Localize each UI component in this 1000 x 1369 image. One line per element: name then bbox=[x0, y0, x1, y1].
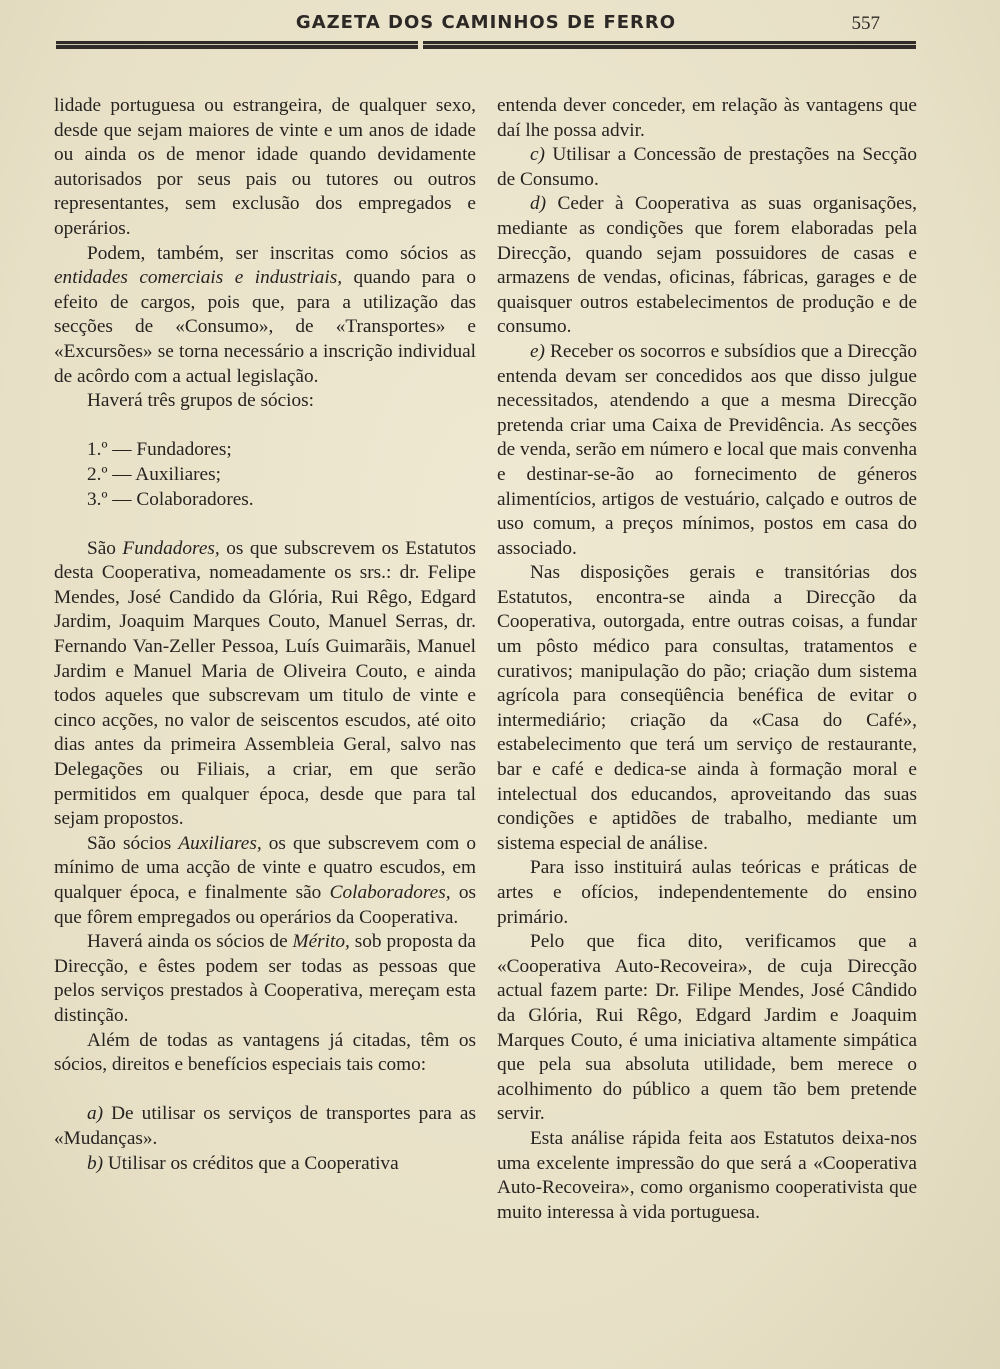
benefit-item-d: d) Ceder à Cooperativa as suas organisações, mediante as condições que forem elaboradas pela Direcção, quando sejam possuidores de casas e armazens de vendas, oficinas, fábricas, garages e de quaisquer outros estabelecimentos de produção e de consumo. bbox=[497, 193, 917, 338]
paragraph-continued: lidade portuguesa ou estrangeira, de qualquer sexo, desde que sejam maiores de vinte e um anos de idade ou ainda os de menor idade quando devidamente autorisados por seus pais ou tutores ou outros representantes, sem exclusão dos empregados e operários. bbox=[54, 95, 476, 239]
right-column bbox=[497, 94, 917, 1225]
paragraph-general-provisions: Nas disposições gerais e transitórias dos Estatutos, encontra-se ainda a Direcção da Cooperativa, outorgada, entre outras coisas, a fundar um pôsto médico para consultas, tratamentos e curativos; manipulação do pão; criação dum sistema agrícola para conseqüência benéfica de evitar o intermediário; criação da «Casa do Café», estabelecimento que terá um serviço de restaurante, bar e café e dedica-se ainda à formação moral e intelectual dos educandos, aproveitando das suas condições e aptidões de trabalho, mediante um sistema especial de análise. bbox=[497, 562, 917, 854]
benefit-item-a: a) De utilisar os serviços de transportes para as «Mudanças». bbox=[54, 1103, 476, 1149]
paragraph-entities: Podem, também, ser inscritas como sócios as entidades comerciais e industriais, quando para o efeito de cargos, pois que, para a utilização das secções de «Consumo», de «Transportes» e «Excursões» se torna necessário a inscrição individual de acôrdo com a actual legislação. bbox=[54, 242, 477, 387]
benefit-item-c: c) Utilisar a Concessão de prestações na Secção de Consumo. bbox=[497, 144, 917, 190]
list-item: 2.º — Auxiliares; bbox=[87, 463, 221, 485]
paragraph-continued: entenda dever conceder, em relação às vantagens que daí lhe possa advir. bbox=[497, 95, 917, 141]
paragraph-classes: Para isso instituirá aulas teóricas e práticas de artes e ofícios, independentemente do ensino primário. bbox=[497, 857, 917, 928]
paragraph-groups-intro: Haverá três grupos de sócios: bbox=[87, 390, 315, 412]
left-column bbox=[54, 94, 476, 1176]
paragraph-merit: Haverá ainda os sócios de Mérito, sob proposta da Direcção, e êstes podem ser todas as pessoas que pelos serviços prestados à Cooperativa, mereçam esta distinção. bbox=[54, 931, 476, 1026]
journal-title: GAZETA DOS CAMINHOS DE FERRO bbox=[295, 12, 677, 33]
paragraph-benefits-intro: Além de todas as vantagens já citadas, têm os sócios, direitos e benefícios especiais tais como: bbox=[54, 1029, 476, 1076]
list-item: 1.º — Fundadores; bbox=[87, 439, 232, 461]
header-rule bbox=[56, 41, 916, 49]
paragraph-auxiliaries: São sócios Auxiliares, os que subscrevem com o mínimo de uma acção de vinte e quatro escudos, em qualquer época, e finalmente são Colaboradores, os que fôrem empregados ou operários da Cooperativa. bbox=[54, 832, 477, 928]
header-rule-split bbox=[418, 40, 423, 51]
benefit-item-b: b) Utilisar os créditos que a Cooperativa bbox=[87, 1152, 399, 1174]
paragraph-final: Esta análise rápida feita aos Estatutos deixa-nos uma excelente impressão do que será a «Cooperativa Auto-Recoveira», como organismo cooperativista que muito interessa à vida portuguesa. bbox=[497, 1127, 917, 1223]
list-item: 3.º — Colaboradores. bbox=[87, 488, 254, 510]
header-rule-gap bbox=[56, 44, 916, 45]
paragraph-conclusion: Pelo que fica dito, verificamos que a «Cooperativa Auto-Recoveira», de cuja Direcção actual fazem parte: Dr. Filipe Mendes, José Cândido da Glória, Rui Rêgo, Edgard Jardim e Joaquim Marques Couto, é uma iniciativa altamente simpática que pela sua absoluta utilidade, bem merece o acolhimento do público a quem tão bem pretende servir. bbox=[497, 931, 917, 1125]
page-header bbox=[56, 12, 916, 36]
page-number: 557 bbox=[851, 13, 880, 34]
paragraph-founders: São Fundadores, os que subscrevem os Estatutos desta Cooperativa, nomeadamente os srs.: dr. Felipe Mendes, José Candido da Glória, Rui Rêgo, Edgard Jardim, Joaquim Marques Couto, Manuel Serras, dr. Fernando Van-Zeller Pessoa, Luís Guimarãis, Manuel Jardim e Manuel Maria de Oliveira Couto, e ainda todos aqueles que subscrevam um titulo de vinte e cinco acções, no valor de seiscentos escudos, até oito dias antes da primeira Assembleia Geral, salvo nas Delegações ou Filiais, a criar, em que serão permitidos em qualquer época, desde que para tal sejam propostos. bbox=[54, 537, 476, 830]
benefit-item-e: e) Receber os socorros e subsídios que a Direcção entenda devam ser concedidos aos que disso julgue necessitados, atendendo a que a mesma Direcção pretenda criar uma Caixa de Previdência. As secções de venda, serão em número e local que mais convenha e destinar-se-ão ao fornecimento de géneros alimentícios, artigos de vestuário, calçado e outros de uso comum, a preços mínimos, postos em casa do associado. bbox=[497, 340, 917, 559]
